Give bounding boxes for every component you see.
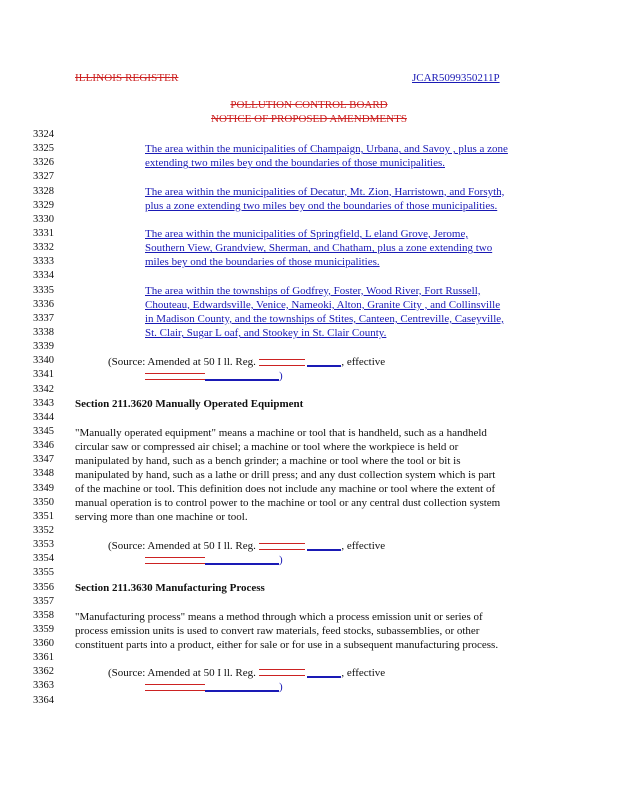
body-line: of the machine or tool. This definition does not include any machine or tool where the extent of	[75, 483, 496, 496]
source-note-2-line2	[145, 553, 283, 567]
line-number: 3352	[33, 524, 54, 536]
line-number: 3339	[33, 341, 54, 353]
source-note-2	[108, 539, 385, 553]
body-line: constituent parts into a product, either for sale or for use in a subsequent manufacturing process.	[75, 638, 499, 651]
area-line: The area within the townships of Godfrey, Foster, Wood River, Fort Russell,	[145, 284, 481, 297]
line-number: 3337	[33, 312, 54, 324]
line-number: 3354	[33, 553, 54, 565]
body-line: manipulated by hand, such as a bench grinder; a machine or tool where the tool or bit is	[75, 454, 461, 467]
line-number: 3357	[33, 595, 54, 607]
line-number: 3356	[33, 581, 54, 593]
section-body-211-3630	[75, 610, 545, 652]
line-number: 3341	[33, 369, 54, 381]
body-line: "Manufacturing process" means a method through which a process emission unit or series of	[75, 610, 483, 623]
board-name: POLLUTION CONTROL BOARD	[230, 99, 388, 111]
line-number: 3340	[33, 355, 54, 367]
area-godfrey	[145, 284, 504, 341]
body-line: "Manually operated equipment" means a machine or tool that is handheld, such as a handheld	[75, 426, 487, 439]
body-line: process emission units is used to convert raw materials, feed stocks, subassemblies, or other	[75, 624, 480, 637]
area-champaign	[145, 142, 508, 170]
line-number: 3363	[33, 680, 54, 692]
area-line: plus a zone extending two miles bey ond the boundaries of those municipalities.	[145, 199, 498, 212]
section-heading-211-3620: Section 211.3620 Manually Operated Equipment	[75, 398, 304, 411]
line-number: 3343	[33, 397, 54, 409]
inserted-blank	[205, 563, 279, 565]
line-number: 3360	[33, 638, 54, 650]
source-close: )	[279, 553, 283, 566]
section-body-211-3620	[75, 426, 545, 525]
area-line: Southern View, Grandview, Sherman, and Chatham, plus a zone extending two	[145, 242, 493, 255]
line-number: 3351	[33, 510, 54, 522]
line-number: 3325	[33, 143, 54, 155]
line-number: 3344	[33, 411, 54, 423]
area-line: The area within the municipalities of Decatur, Mt. Zion, Harristown, and Forsyth,	[145, 185, 505, 198]
deleted-blank	[259, 359, 305, 366]
line-number: 3355	[33, 567, 54, 579]
body-line: serving more than one machine or tool.	[75, 511, 248, 524]
line-number: 3347	[33, 454, 54, 466]
inserted-blank	[307, 365, 341, 367]
source-note-3-line2	[145, 680, 283, 694]
source-prefix: (Source: Amended at 50 I ll. Reg.	[108, 355, 256, 368]
line-number: 3330	[33, 213, 54, 225]
inserted-blank	[307, 676, 341, 678]
deleted-blank	[145, 373, 205, 380]
line-number: 3358	[33, 609, 54, 621]
line-number: 3336	[33, 298, 54, 310]
body-line: circular saw or compressed air chisel; a machine or tool where the workpiece is held or	[75, 440, 459, 453]
line-number: 3359	[33, 623, 54, 635]
source-note-1	[108, 355, 385, 369]
area-line: St. Clair, Sugar L oaf, and Stookey in St. Clair County.	[145, 327, 387, 340]
section-heading-211-3630: Section 211.3630 Manufacturing Process	[75, 582, 265, 595]
line-number: 3331	[33, 227, 54, 239]
line-number: 3350	[33, 496, 54, 508]
line-numbers	[33, 128, 69, 708]
notice-title: NOTICE OF PROPOSED AMENDMENTS	[211, 113, 407, 125]
inserted-blank	[205, 379, 279, 381]
line-number: 3327	[33, 171, 54, 183]
source-close: )	[279, 680, 283, 693]
inserted-blank	[307, 549, 341, 551]
area-line: The area within the municipalities of Springfield, L eland Grove, Jerome,	[145, 228, 469, 241]
line-number: 3364	[33, 694, 54, 706]
line-number: 3348	[33, 468, 54, 480]
deleted-blank	[259, 543, 305, 550]
source-effective: , effective	[341, 355, 386, 368]
line-number: 3328	[33, 185, 54, 197]
line-number: 3334	[33, 270, 54, 282]
source-prefix: (Source: Amended at 50 I ll. Reg.	[108, 539, 256, 552]
source-effective: , effective	[341, 666, 386, 679]
inserted-blank	[205, 690, 279, 692]
line-number: 3335	[33, 284, 54, 296]
line-number: 3333	[33, 256, 54, 268]
deleted-blank	[145, 684, 205, 691]
line-number: 3362	[33, 666, 54, 678]
line-number: 3361	[33, 652, 54, 664]
area-line: extending two miles bey ond the boundaries of those municipalities.	[145, 157, 445, 170]
line-number: 3332	[33, 242, 54, 254]
area-line: in Madison County, and the townships of Stites, Canteen, Centreville, Caseyville,	[145, 312, 504, 325]
area-line: Chouteau, Edwardsville, Venice, Nameoki, Alton, Granite City , and Collinsville	[145, 298, 501, 311]
line-number: 3346	[33, 440, 54, 452]
source-note-1-line2	[145, 369, 283, 383]
area-springfield	[145, 227, 492, 269]
area-decatur	[145, 185, 504, 213]
area-line: miles bey ond the boundaries of those municipalities.	[145, 256, 380, 269]
source-effective: , effective	[341, 539, 386, 552]
register-title: ILLINOIS REGISTER	[75, 72, 179, 84]
source-note-3	[108, 666, 385, 680]
line-number: 3338	[33, 326, 54, 338]
body-line: manual operation is to control power to the machine or tool or any central dust collection system	[75, 497, 501, 510]
deleted-blank	[259, 669, 305, 676]
line-number: 3345	[33, 425, 54, 437]
line-number: 3329	[33, 199, 54, 211]
source-close: )	[279, 369, 283, 382]
area-line: The area within the municipalities of Champaign, Urbana, and Savoy , plus a zone	[145, 143, 508, 156]
line-number: 3353	[33, 539, 54, 551]
deleted-blank	[145, 557, 205, 564]
line-number: 3326	[33, 157, 54, 169]
line-number: 3349	[33, 482, 54, 494]
line-number: 3342	[33, 383, 54, 395]
jcar-code: JCAR5099350211P	[412, 72, 500, 84]
body-line: manipulated by hand, such as a lathe or drill press; and any dust collection system which is part	[75, 469, 496, 482]
line-number: 3324	[33, 129, 54, 140]
source-prefix: (Source: Amended at 50 I ll. Reg.	[108, 666, 256, 679]
